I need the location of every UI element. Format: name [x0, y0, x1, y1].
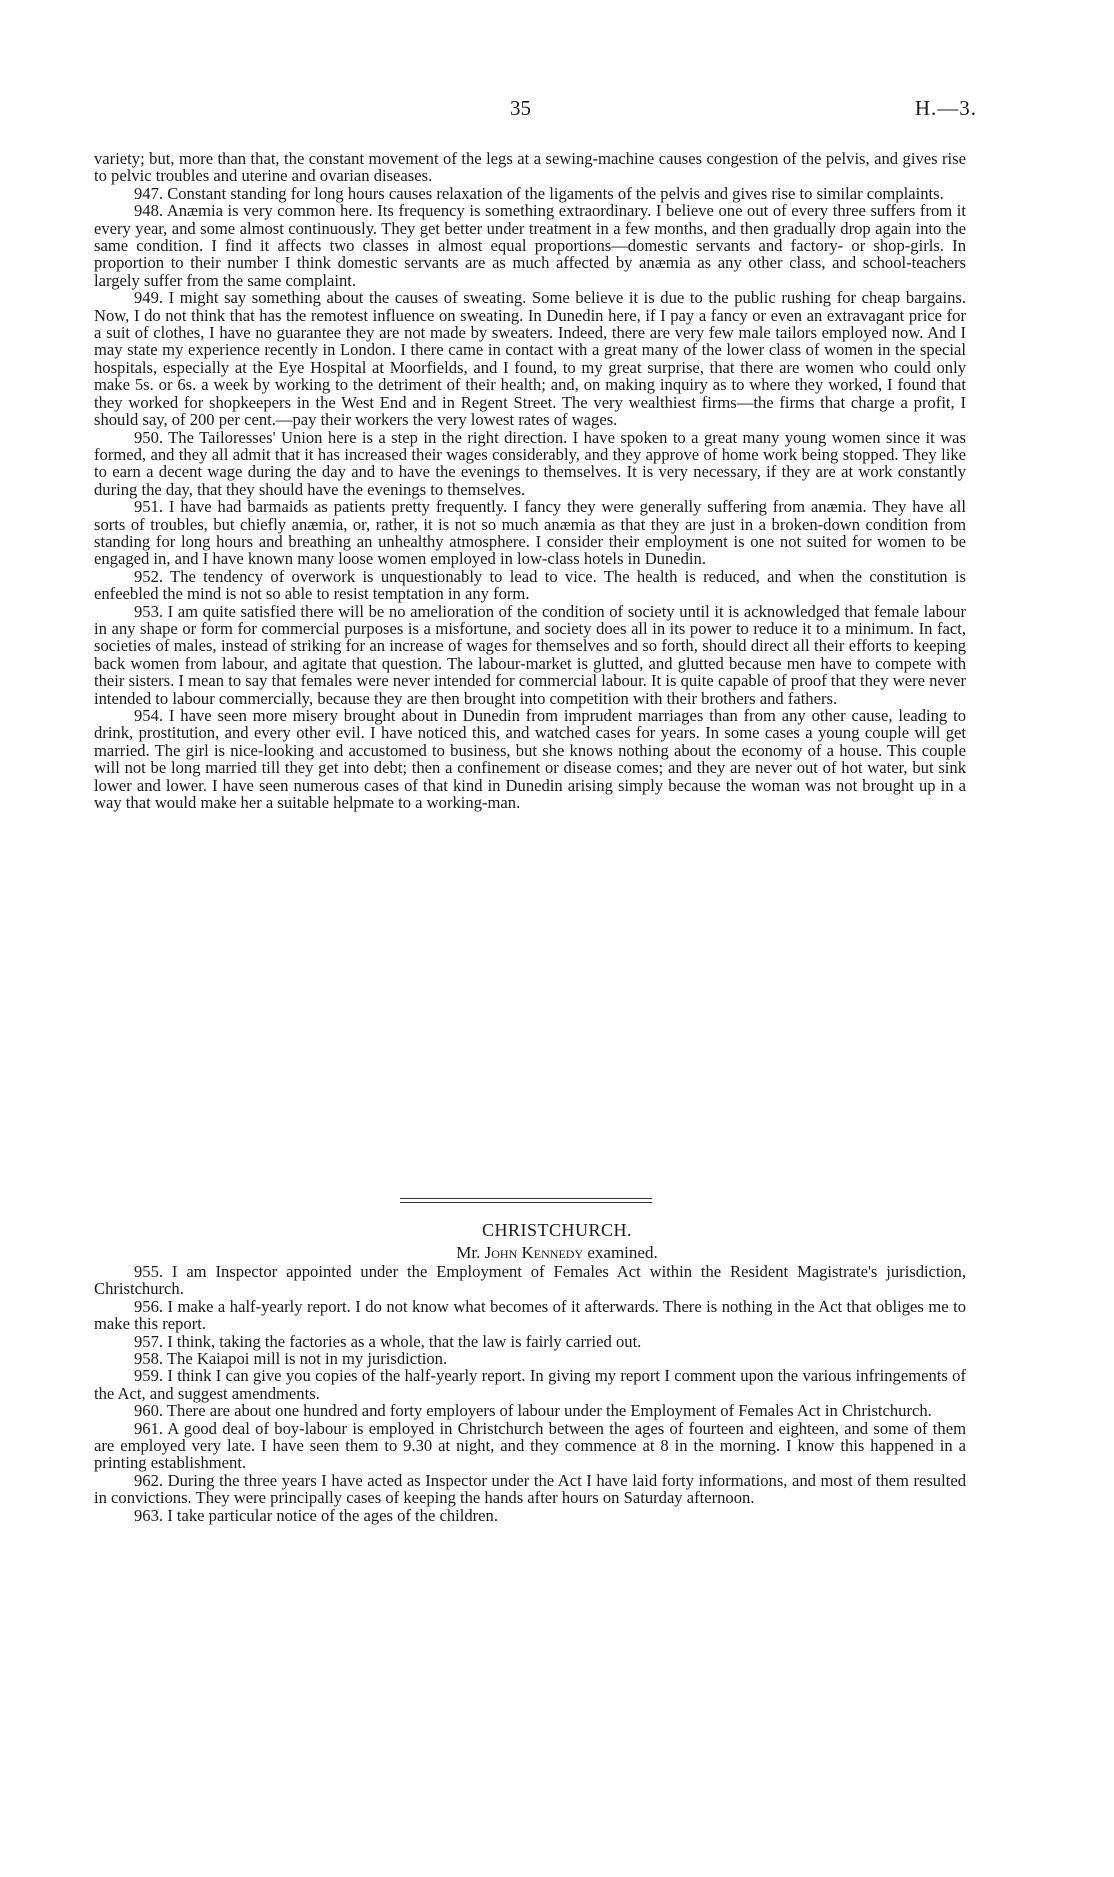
- page-number: 35: [510, 96, 531, 120]
- paragraph-952: 952. The tendency of overwork is unquestionably to lead to vice. The health is reduced, and when the constitution is enfeebled the mind is not so able to resist temptation in any form.: [94, 566, 966, 604]
- paragraph-950: 950. The Tailoresses' Union here is a step in the right direction. I have spoken to a great many young women since it was formed, and they all admit that it has increased their wages considerably, and they approve of home work being stopped. They like to earn a decent wage during the day and to have the evenings to themselves. It is very necessary, if they are at work constantly during the day, that they should have the evenings to themselves.: [94, 427, 966, 499]
- paragraph-956: 956. I make a half-yearly report. I do not know what becomes of it afterwards. There is nothing in the Act that obliges me to make this report.: [94, 1296, 966, 1334]
- paragraph-953: 953. I am quite satisfied there will be no amelioration of the condition of society until it is acknowledged that female labour in any shape or form for commercial purposes is a misfortune, and society does all in its power to reduce it to a minimum. In fact, societies of males, instead of striking for an increase of wages for themselves and so forth, should direct all their efforts to keeping back women from labour, and agitate that question. The labour-market is glutted, and glutted because men have to compete with their sisters. I mean to say that females were never intended for commercial labour. It is quite capable of proof that they were never intended to labour commercially, because they are then brought into competition with their brothers and fathers.: [94, 601, 966, 708]
- paragraph-962: 962. During the three years I have acted as Inspector under the Act I have laid forty informations, and most of them resulted in convictions. They were principally cases of keeping the hands after hours on Saturday afternoon.: [94, 1470, 966, 1508]
- paragraph-947: 947. Constant standing for long hours causes relaxation of the ligaments of the pelvis and gives rise to similar complaints.: [134, 183, 944, 203]
- document-reference: H.—3.: [914, 96, 977, 120]
- paragraph-955: 955. I am Inspector appointed under the Employment of Females Act within the Resident Magistrate's jurisdiction, Christchurch.: [94, 1262, 966, 1299]
- paragraph-960: 960. There are about one hundred and forty employers of labour under the Employment of Females Act in Christchurch.: [134, 1401, 932, 1421]
- paragraph-951: 951. I have had barmaids as patients pretty frequently. I fancy they were generally suffering from anæmia. They have all sorts of troubles, but chiefly anæmia, or, rather, it is not so much anæmia as that they are just in a broken-down condition from standing for long hours and breathing an unhealthy atmosphere. I consider their employment is one not suited for women to be engaged in, and I have known many loose women employed in low-class hotels in Dunedin.: [94, 497, 966, 569]
- paragraph-continued: variety; but, more than that, the constant movement of the legs at a sewing-machine causes congestion of the pelvis, and gives rise to pelvic troubles and uterine and ovarian diseases.: [94, 149, 966, 186]
- paragraph-954: 954. I have seen more misery brought about in Dunedin from imprudent marriages than from any other cause, leading to drink, prostitution, and every other evil. I have noticed this, and watched cases for years. In some cases a young couple will get married. The girl is nice-looking and accustomed to business, but she knows nothing about the economy of a house. This couple will not be long married till they get into debt; then a confinement or disease comes; and they are never out of hot water, but sink lower and lower. I have seen numerous cases of that kind in Dunedin arising simply because the woman was not brought up in a way that would make her a suitable helpmate to a working-man.: [94, 706, 966, 813]
- witness-suffix: examined.: [587, 1243, 658, 1262]
- witness-prefix: Mr.: [456, 1243, 481, 1262]
- paragraph-963: 963. I take particular notice of the ages of the children.: [134, 1505, 498, 1525]
- page-header: [0, 96, 1114, 126]
- paragraph-957: 957. I think, taking the factories as a whole, that the law is fairly carried out.: [134, 1331, 642, 1351]
- witness-line: [0, 1243, 1114, 1263]
- paragraph-961: 961. A good deal of boy-labour is employed in Christchurch between the ages of fourteen and eighteen, and some of them are employed very late. I have seen them to 9.30 at night, and they commence at 8 in the morning. I know this happened in a printing establishment.: [94, 1418, 966, 1473]
- body-text-part2: [94, 1263, 966, 1524]
- paragraph-949: 949. I might say something about the causes of sweating. Some believe it is due to the public rushing for cheap bargains. Now, I do not think that has the remotest influence on sweating. In Dunedin here, if I pay a fancy or even an extravagant price for a suit of clothes, I have no guarantee they are not made by sweaters. Indeed, there are very few male tailors employed now. And I may state my experience recently in London. I there came in contact with a great many of the lower class of women in the special hospitals, especially at the Eye Hospital at Moorfields, and I found, to my great surprise, that there are women who could only make 5s. or 6s. a week by working to the detriment of their health; and, on making inquiry as to where they worked, I found that they worked for shopkeepers in the West End and in Regent Street. The very wealthiest firms—the firms that charge a profit, I should say, of 200 per cent.—pay their workers the very lowest rates of wages.: [94, 288, 966, 430]
- body-text-part1: [94, 150, 966, 811]
- witness-name: John Kennedy: [484, 1243, 584, 1262]
- paragraph-958: 958. The Kaiapoi mill is not in my jurisdiction.: [134, 1349, 448, 1369]
- paragraph-948: 948. Anæmia is very common here. Its frequency is something extraordinary. I believe one out of every three suffers from it every year, and some almost continuously. They get better under treatment in a few months, and then gradually drop again into the same condition. I find it affects two classes in almost equal proportions—domestic servants and factory- or shop-girls. In proportion to their number I think domestic servants are as much affected by anæmia as any other class, and school-teachers largely suffer from the same complaint.: [94, 201, 966, 290]
- section-divider: [400, 1198, 652, 1203]
- section-title: CHRISTCHURCH.: [481, 1220, 633, 1240]
- paragraph-959: 959. I think I can give you copies of the half-yearly report. In giving my report I comment upon the various infringements of the Act, and suggest amendments.: [94, 1366, 966, 1403]
